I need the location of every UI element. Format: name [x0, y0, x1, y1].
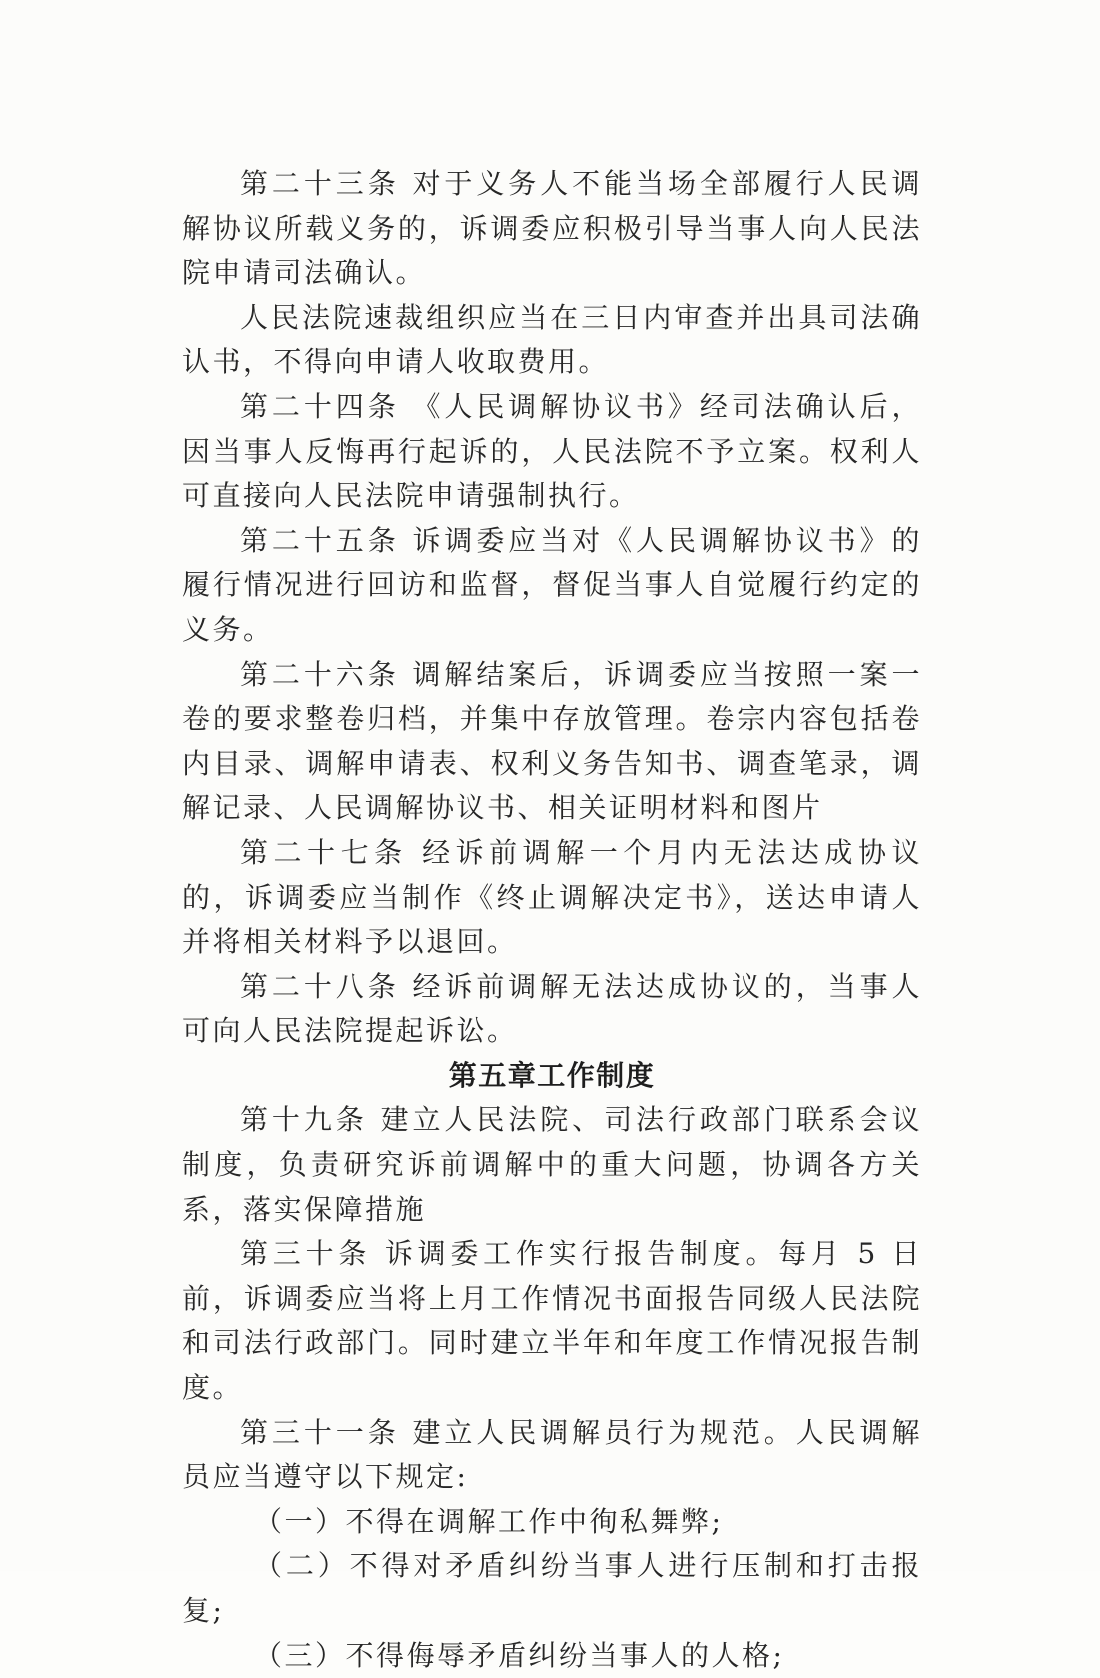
- article-23: 第二十三条 对于义务人不能当场全部履行人民调解协议所载义务的，诉调委应积极引导当事人向人民法院申请司法确认。: [182, 167, 922, 290]
- article-31: 第三十一条 建立人民调解员行为规范。人民调解员应当遵守以下规定:: [182, 1415, 922, 1494]
- article-27: 第二十七条 经诉前调解一个月内无法达成协议的，诉调委应当制作《终止调解决定书》，送达申请人并将相关材料予以退回。: [182, 835, 922, 959]
- article-24: 第二十四条 《人民调解协议书》经司法确认后，因当事人反悔再行起诉的，人民法院不予立案。权利人可直接向人民法院申请强制执行。: [182, 389, 922, 513]
- document-body: [182, 162, 922, 1678]
- article-25: 第二十五条 诉调委应当对《人民调解协议书》的履行情况进行回访和监督，督促当事人自觉履行约定的义务。: [182, 523, 922, 646]
- chapter-heading: 第五章工作制度: [448, 1058, 656, 1092]
- article-23-paragraph-2: 人民法院速裁组织应当在三日内审查并出具司法确认书，不得向申请人收取费用。: [182, 300, 922, 379]
- article-30: 第三十条 诉调委工作实行报告制度。每月 5 日前，诉调委应当将上月工作情况书面报告同级人民法院和司法行政部门。同时建立半年和年度工作情况报告制度。: [182, 1237, 922, 1405]
- list-item: （一）不得在调解工作中徇私舞弊;: [254, 1504, 724, 1538]
- list-item: （二）不得对矛盾纠纷当事人进行压制和打击报复;: [182, 1549, 922, 1627]
- article-26: 第二十六条 调解结案后，诉调委应当按照一案一卷的要求整卷归档，并集中存放管理。卷宗内容包括卷内目录、调解申请表、权利义务告知书、调查笔录，调解记录、人民调解协议书、相关证明材料和图片: [182, 657, 922, 825]
- article-29: 第十九条 建立人民法院、司法行政部门联系会议制度，负责研究诉前调解中的重大问题，协调各方关系，落实保障措施: [182, 1103, 922, 1226]
- list-item: （三）不得侮辱矛盾纠纷当事人的人格;: [254, 1638, 785, 1672]
- article-28: 第二十八条 经诉前调解无法达成协议的，当事人可向人民法院提起诉讼。: [182, 969, 922, 1048]
